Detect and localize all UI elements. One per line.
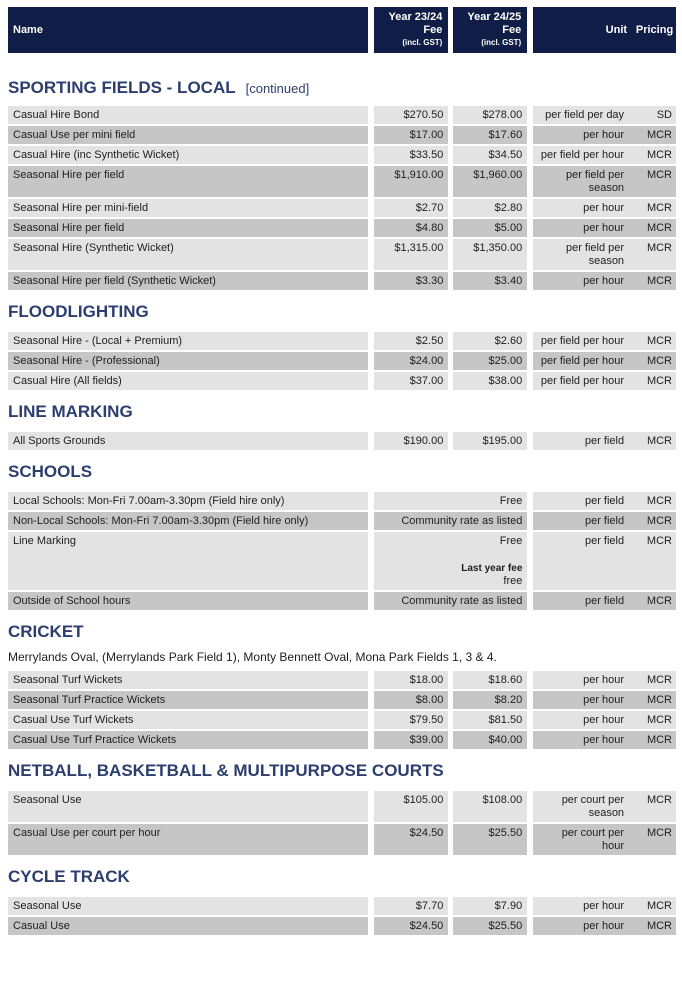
row-unit: per field	[533, 592, 629, 610]
section-title: NETBALL, BASKETBALL & MULTIPURPOSE COURTS	[8, 761, 444, 780]
row-fee-2425: $7.90	[453, 897, 527, 915]
header-fee-2425: Year 24/25 Fee (incl. GST)	[453, 7, 527, 53]
row-fee-2324: $190.00	[374, 432, 448, 450]
row-name: Seasonal Hire - (Local + Premium)	[8, 332, 368, 350]
table-row	[8, 512, 676, 530]
row-unit: per field	[533, 532, 629, 590]
row-pricing: MCR	[629, 671, 676, 689]
row-fee-2324: $24.50	[374, 824, 448, 855]
row-unit: per field	[533, 512, 629, 530]
row-fee-2425: $17.60	[453, 126, 527, 144]
row-fee-combined: Free Last year fee free	[374, 532, 528, 590]
row-fee-2425: $195.00	[453, 432, 527, 450]
row-pricing: MCR	[629, 791, 676, 822]
row-pricing: MCR	[629, 432, 676, 450]
row-fee-2324: $18.00	[374, 671, 448, 689]
row-fee-2324: $24.50	[374, 917, 448, 935]
row-fee-2324: $39.00	[374, 731, 448, 749]
row-fee-2425: $38.00	[453, 372, 527, 390]
table-row	[8, 711, 676, 729]
row-fee-2425: $25.50	[453, 917, 527, 935]
header-name: Name	[8, 7, 368, 53]
section-intro: Merrylands Oval, (Merrylands Park Field 1), Monty Bennett Oval, Mona Park Fields 1, 3 & 4.	[8, 650, 497, 664]
table-row	[8, 492, 676, 510]
row-unit: per court per season	[533, 791, 629, 822]
row-name: Casual Use per mini field	[8, 126, 368, 144]
row-pricing: MCR	[629, 731, 676, 749]
last-year-note: Last year fee	[461, 563, 523, 574]
row-fee-2425: $5.00	[453, 219, 527, 237]
table-row	[8, 671, 676, 689]
row-fee-2324: $33.50	[374, 146, 448, 164]
section-title: CYCLE TRACK	[8, 867, 130, 886]
row-pricing: MCR	[629, 166, 676, 197]
row-name: Seasonal Hire per field (Synthetic Wicket)	[8, 272, 368, 290]
row-fee-2425: $2.60	[453, 332, 527, 350]
row-name: Casual Hire (inc Synthetic Wicket)	[8, 146, 368, 164]
row-unit: per hour	[533, 671, 629, 689]
section-4	[8, 622, 676, 749]
row-unit: per hour	[533, 711, 629, 729]
row-fee-combined: Free	[374, 492, 528, 510]
sections-container	[8, 78, 676, 935]
row-fee-2324: $8.00	[374, 691, 448, 709]
continued-label: [continued]	[245, 81, 310, 96]
row-fee-2324: $79.50	[374, 711, 448, 729]
row-pricing: MCR	[629, 512, 676, 530]
row-name: Casual Hire Bond	[8, 106, 368, 124]
table-row	[8, 146, 676, 164]
row-name: Line Marking	[8, 532, 368, 590]
section-1	[8, 302, 676, 390]
row-name: Casual Use	[8, 917, 368, 935]
section-title: LINE MARKING	[8, 402, 133, 421]
table-row	[8, 372, 676, 390]
table-row	[8, 592, 676, 610]
row-name: Casual Use per court per hour	[8, 824, 368, 855]
row-unit: per hour	[533, 897, 629, 915]
row-unit: per field	[533, 432, 629, 450]
section-5	[8, 761, 676, 855]
row-fee-2425: $2.80	[453, 199, 527, 217]
row-pricing: MCR	[629, 146, 676, 164]
row-name: Seasonal Hire - (Professional)	[8, 352, 368, 370]
table-row	[8, 219, 676, 237]
row-fee-2324: $4.80	[374, 219, 448, 237]
table-row	[8, 791, 676, 822]
row-pricing: MCR	[629, 332, 676, 350]
fee-table	[8, 897, 676, 935]
row-fee-combined: Community rate as listed	[374, 512, 528, 530]
fee-table	[8, 671, 676, 749]
table-row	[8, 532, 676, 590]
row-fee-2425: $1,350.00	[453, 239, 527, 270]
section-6	[8, 867, 676, 935]
section-title: SCHOOLS	[8, 462, 93, 481]
table-header	[8, 7, 676, 53]
row-pricing: MCR	[629, 239, 676, 270]
header-pricing: Pricing	[629, 7, 676, 53]
row-fee-2425: $40.00	[453, 731, 527, 749]
row-fee-2425: $8.20	[453, 691, 527, 709]
row-pricing: MCR	[629, 199, 676, 217]
table-row	[8, 166, 676, 197]
row-pricing: MCR	[629, 219, 676, 237]
row-fee-2324: $7.70	[374, 897, 448, 915]
row-name: Seasonal Turf Practice Wickets	[8, 691, 368, 709]
header-unit: Unit	[533, 7, 629, 53]
row-unit: per hour	[533, 219, 629, 237]
row-unit: per field per hour	[533, 372, 629, 390]
header-fee-2324: Year 23/24 Fee (incl. GST)	[374, 7, 448, 53]
row-unit: per hour	[533, 917, 629, 935]
table-row	[8, 917, 676, 935]
table-row	[8, 332, 676, 350]
last-year-value: free	[503, 575, 523, 587]
row-pricing: MCR	[629, 824, 676, 855]
row-name: Seasonal Use	[8, 897, 368, 915]
row-pricing: MCR	[629, 352, 676, 370]
row-name: Seasonal Hire per field	[8, 219, 368, 237]
row-fee-2425: $108.00	[453, 791, 527, 822]
table-row	[8, 824, 676, 855]
row-pricing: MCR	[629, 592, 676, 610]
row-name: All Sports Grounds	[8, 432, 368, 450]
row-name: Seasonal Use	[8, 791, 368, 822]
row-name: Casual Use Turf Practice Wickets	[8, 731, 368, 749]
row-fee-2425: $1,960.00	[453, 166, 527, 197]
row-pricing: MCR	[629, 126, 676, 144]
row-name: Seasonal Turf Wickets	[8, 671, 368, 689]
fee-table	[8, 432, 676, 450]
row-fee-2425: $18.60	[453, 671, 527, 689]
row-unit: per field per season	[533, 166, 629, 197]
row-name: Seasonal Hire per field	[8, 166, 368, 197]
row-pricing: MCR	[629, 272, 676, 290]
table-row	[8, 199, 676, 217]
row-fee-2425: $3.40	[453, 272, 527, 290]
table-row	[8, 272, 676, 290]
row-name: Local Schools: Mon-Fri 7.00am-3.30pm (Field hire only)	[8, 492, 368, 510]
fee-schedule-page	[8, 7, 676, 937]
row-fee-2425: $278.00	[453, 106, 527, 124]
row-unit: per field per hour	[533, 146, 629, 164]
row-pricing: MCR	[629, 897, 676, 915]
row-fee-combined: Community rate as listed	[374, 592, 528, 610]
row-unit: per hour	[533, 199, 629, 217]
row-fee-2324: $1,910.00	[374, 166, 448, 197]
row-unit: per hour	[533, 731, 629, 749]
row-fee-2324: $270.50	[374, 106, 448, 124]
row-unit: per field per hour	[533, 352, 629, 370]
section-0	[8, 78, 676, 290]
section-title: SPORTING FIELDS - LOCAL [continued]	[8, 78, 310, 97]
row-unit: per field per day	[533, 106, 629, 124]
row-name: Outside of School hours	[8, 592, 368, 610]
row-unit: per court per hour	[533, 824, 629, 855]
row-pricing: MCR	[629, 917, 676, 935]
table-row	[8, 106, 676, 124]
row-fee-2324: $17.00	[374, 126, 448, 144]
row-unit: per hour	[533, 126, 629, 144]
row-unit: per field per season	[533, 239, 629, 270]
row-name: Casual Use Turf Wickets	[8, 711, 368, 729]
row-fee-2324: $1,315.00	[374, 239, 448, 270]
table-row	[8, 352, 676, 370]
row-name: Seasonal Hire per mini-field	[8, 199, 368, 217]
row-pricing: MCR	[629, 532, 676, 590]
row-fee-2324: $105.00	[374, 791, 448, 822]
row-pricing: MCR	[629, 691, 676, 709]
section-3	[8, 462, 676, 610]
row-fee-2425: $34.50	[453, 146, 527, 164]
row-fee-2324: $2.70	[374, 199, 448, 217]
row-fee-2425: $25.50	[453, 824, 527, 855]
fee-table	[8, 492, 676, 610]
row-unit: per hour	[533, 691, 629, 709]
row-pricing: MCR	[629, 492, 676, 510]
row-fee-2324: $24.00	[374, 352, 448, 370]
table-row	[8, 126, 676, 144]
row-name: Casual Hire (All fields)	[8, 372, 368, 390]
row-pricing: MCR	[629, 711, 676, 729]
section-title: CRICKET	[8, 622, 84, 641]
fee-table	[8, 332, 676, 390]
row-unit: per hour	[533, 272, 629, 290]
table-row	[8, 897, 676, 915]
table-row	[8, 731, 676, 749]
table-row	[8, 239, 676, 270]
row-fee-2324: $3.30	[374, 272, 448, 290]
row-fee-2324: $2.50	[374, 332, 448, 350]
table-row	[8, 691, 676, 709]
fee-table	[8, 791, 676, 855]
fee-table	[8, 106, 676, 290]
row-unit: per field per hour	[533, 332, 629, 350]
table-row	[8, 432, 676, 450]
row-pricing: SD	[629, 106, 676, 124]
row-fee-2324: $37.00	[374, 372, 448, 390]
row-unit: per field	[533, 492, 629, 510]
row-fee-2425: $25.00	[453, 352, 527, 370]
section-2	[8, 402, 676, 450]
row-name: Non-Local Schools: Mon-Fri 7.00am-3.30pm (Field hire only)	[8, 512, 368, 530]
section-title: FLOODLIGHTING	[8, 302, 149, 321]
row-fee-2425: $81.50	[453, 711, 527, 729]
row-name: Seasonal Hire (Synthetic Wicket)	[8, 239, 368, 270]
row-pricing: MCR	[629, 372, 676, 390]
